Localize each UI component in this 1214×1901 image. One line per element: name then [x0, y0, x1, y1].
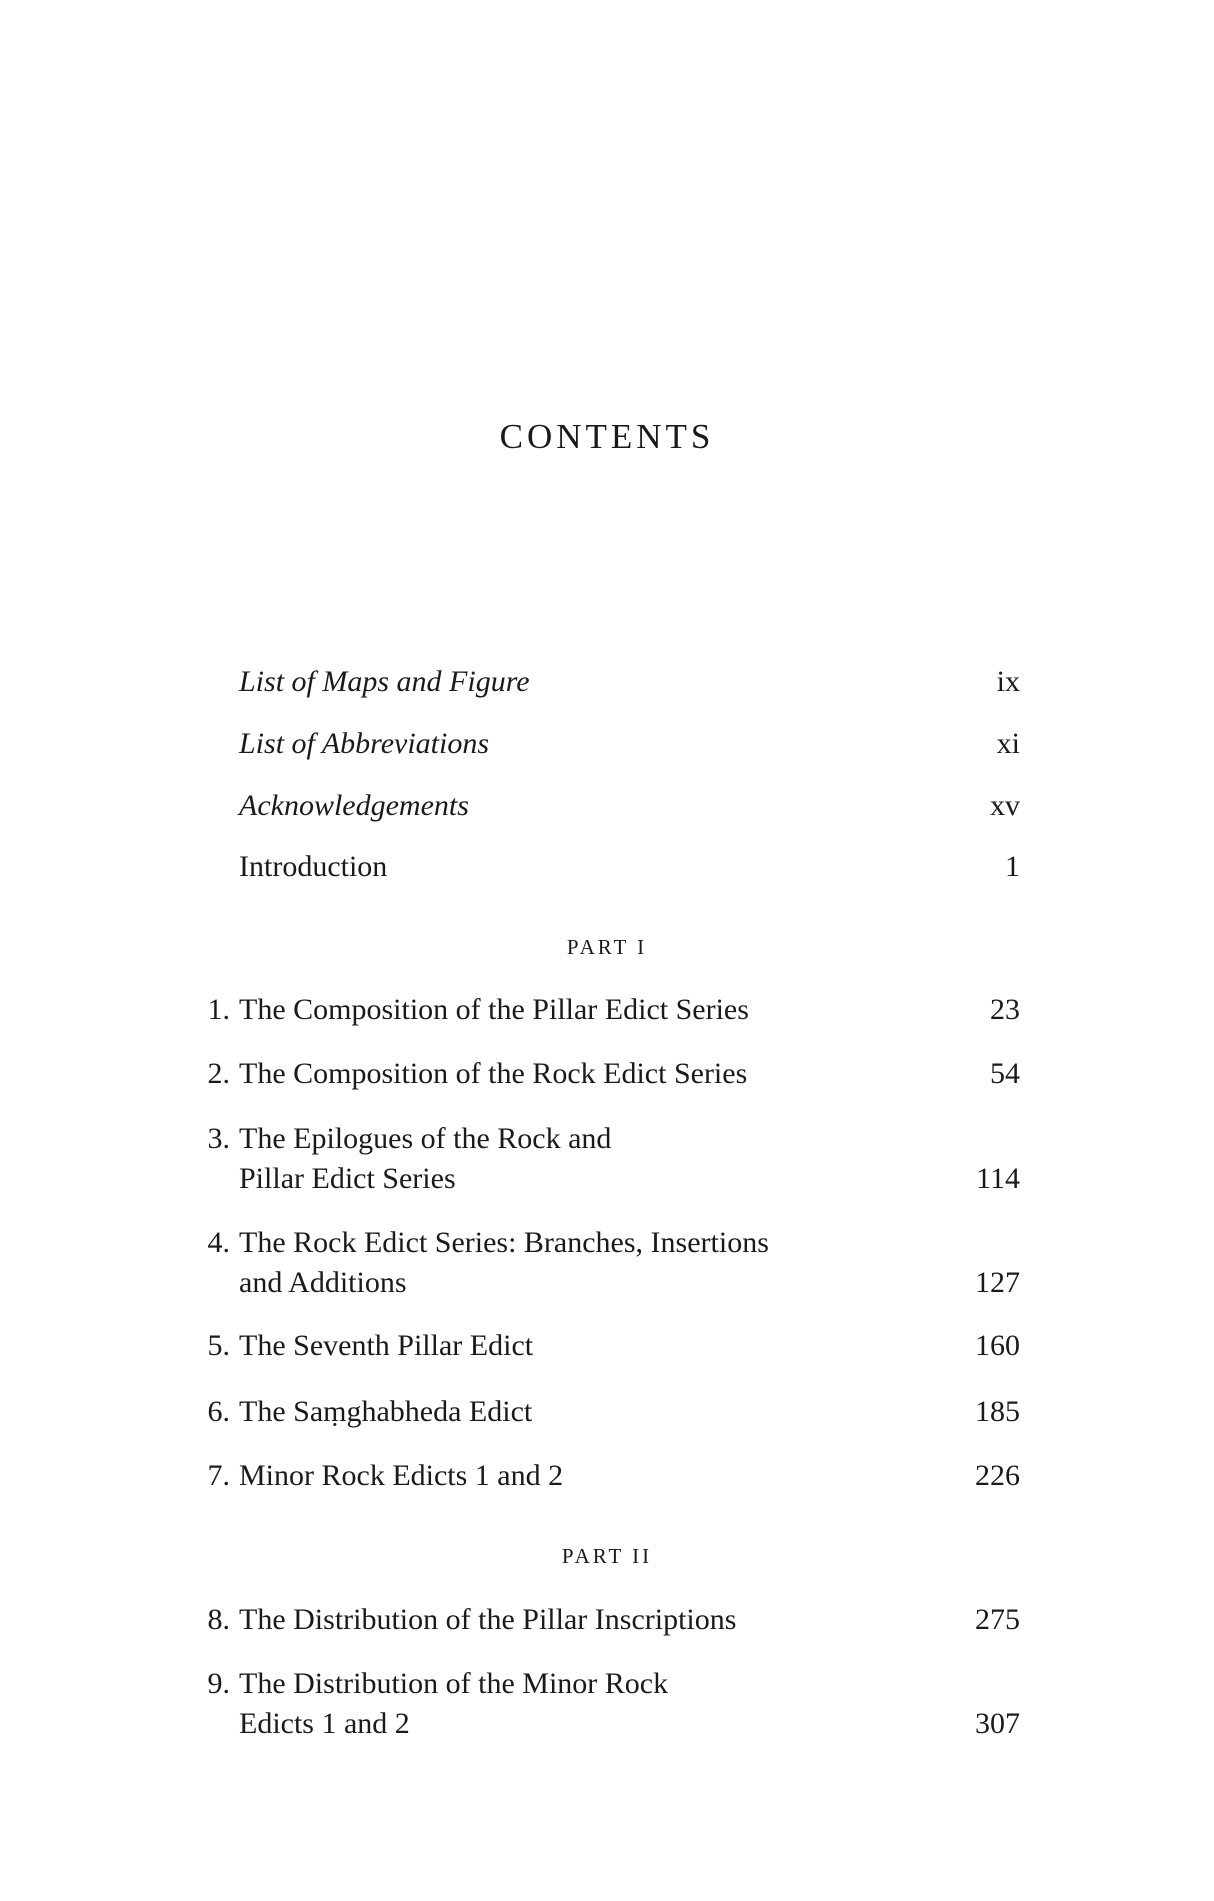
- chapter-page: 160: [975, 1329, 1020, 1362]
- chapter-title-continued: Pillar Edict Series: [239, 1162, 456, 1195]
- chapter-title-continued: Edicts 1 and 2: [239, 1707, 410, 1740]
- entry-page: ix: [996, 665, 1020, 698]
- chapter-title: The Epilogues of the Rock and: [239, 1122, 612, 1155]
- entry-label: Acknowledgements: [239, 789, 469, 822]
- chapter-title: The Seventh Pillar Edict: [239, 1329, 534, 1362]
- toc-chapter[interactable]: [190, 1119, 1020, 1199]
- chapter-title: The Composition of the Rock Edict Series: [239, 1057, 748, 1090]
- part-heading: PART I: [566, 935, 648, 959]
- chapter-page: 226: [975, 1459, 1020, 1492]
- chapter-number: 7.: [207, 1459, 230, 1492]
- chapter-number: 9.: [207, 1667, 230, 1700]
- chapter-title: The Distribution of the Minor Rock: [239, 1667, 669, 1700]
- toc-chapter[interactable]: [190, 1223, 1020, 1303]
- chapter-page: 307: [975, 1707, 1020, 1740]
- chapter-number: 1.: [207, 993, 230, 1026]
- entry-page: xi: [996, 727, 1020, 760]
- chapter-page: 23: [990, 993, 1020, 1026]
- chapter-title: The Composition of the Pillar Edict Series: [239, 993, 749, 1026]
- chapter-number: 3.: [207, 1122, 230, 1155]
- chapter-title: Minor Rock Edicts 1 and 2: [239, 1459, 564, 1492]
- entry-label: List of Abbreviations: [239, 727, 490, 760]
- chapter-title: The Distribution of the Pillar Inscriptions: [239, 1603, 737, 1636]
- chapter-title-continued: and Additions: [239, 1266, 407, 1299]
- chapter-number: 8.: [207, 1603, 230, 1636]
- entry-page: xv: [990, 789, 1020, 822]
- entry-label: Introduction: [239, 850, 388, 883]
- chapter-page: 114: [976, 1162, 1020, 1195]
- entry-page: 1: [1005, 850, 1020, 883]
- chapter-title: The Saṃghabheda Edict: [239, 1395, 533, 1428]
- chapter-page: 185: [975, 1395, 1020, 1428]
- chapter-title: The Rock Edict Series: Branches, Insertions: [239, 1226, 769, 1259]
- entry-label: List of Maps and Figure: [239, 665, 530, 698]
- chapter-number: 2.: [207, 1057, 230, 1090]
- toc-chapter[interactable]: [190, 1664, 1020, 1744]
- chapter-page: 275: [975, 1603, 1020, 1636]
- page-title: CONTENTS: [499, 417, 715, 456]
- part-heading: PART II: [561, 1544, 653, 1568]
- chapter-number: 4.: [207, 1226, 230, 1259]
- chapter-number: 6.: [207, 1395, 230, 1428]
- chapter-page: 54: [990, 1057, 1020, 1090]
- chapter-page: 127: [975, 1266, 1020, 1299]
- chapter-number: 5.: [207, 1329, 230, 1362]
